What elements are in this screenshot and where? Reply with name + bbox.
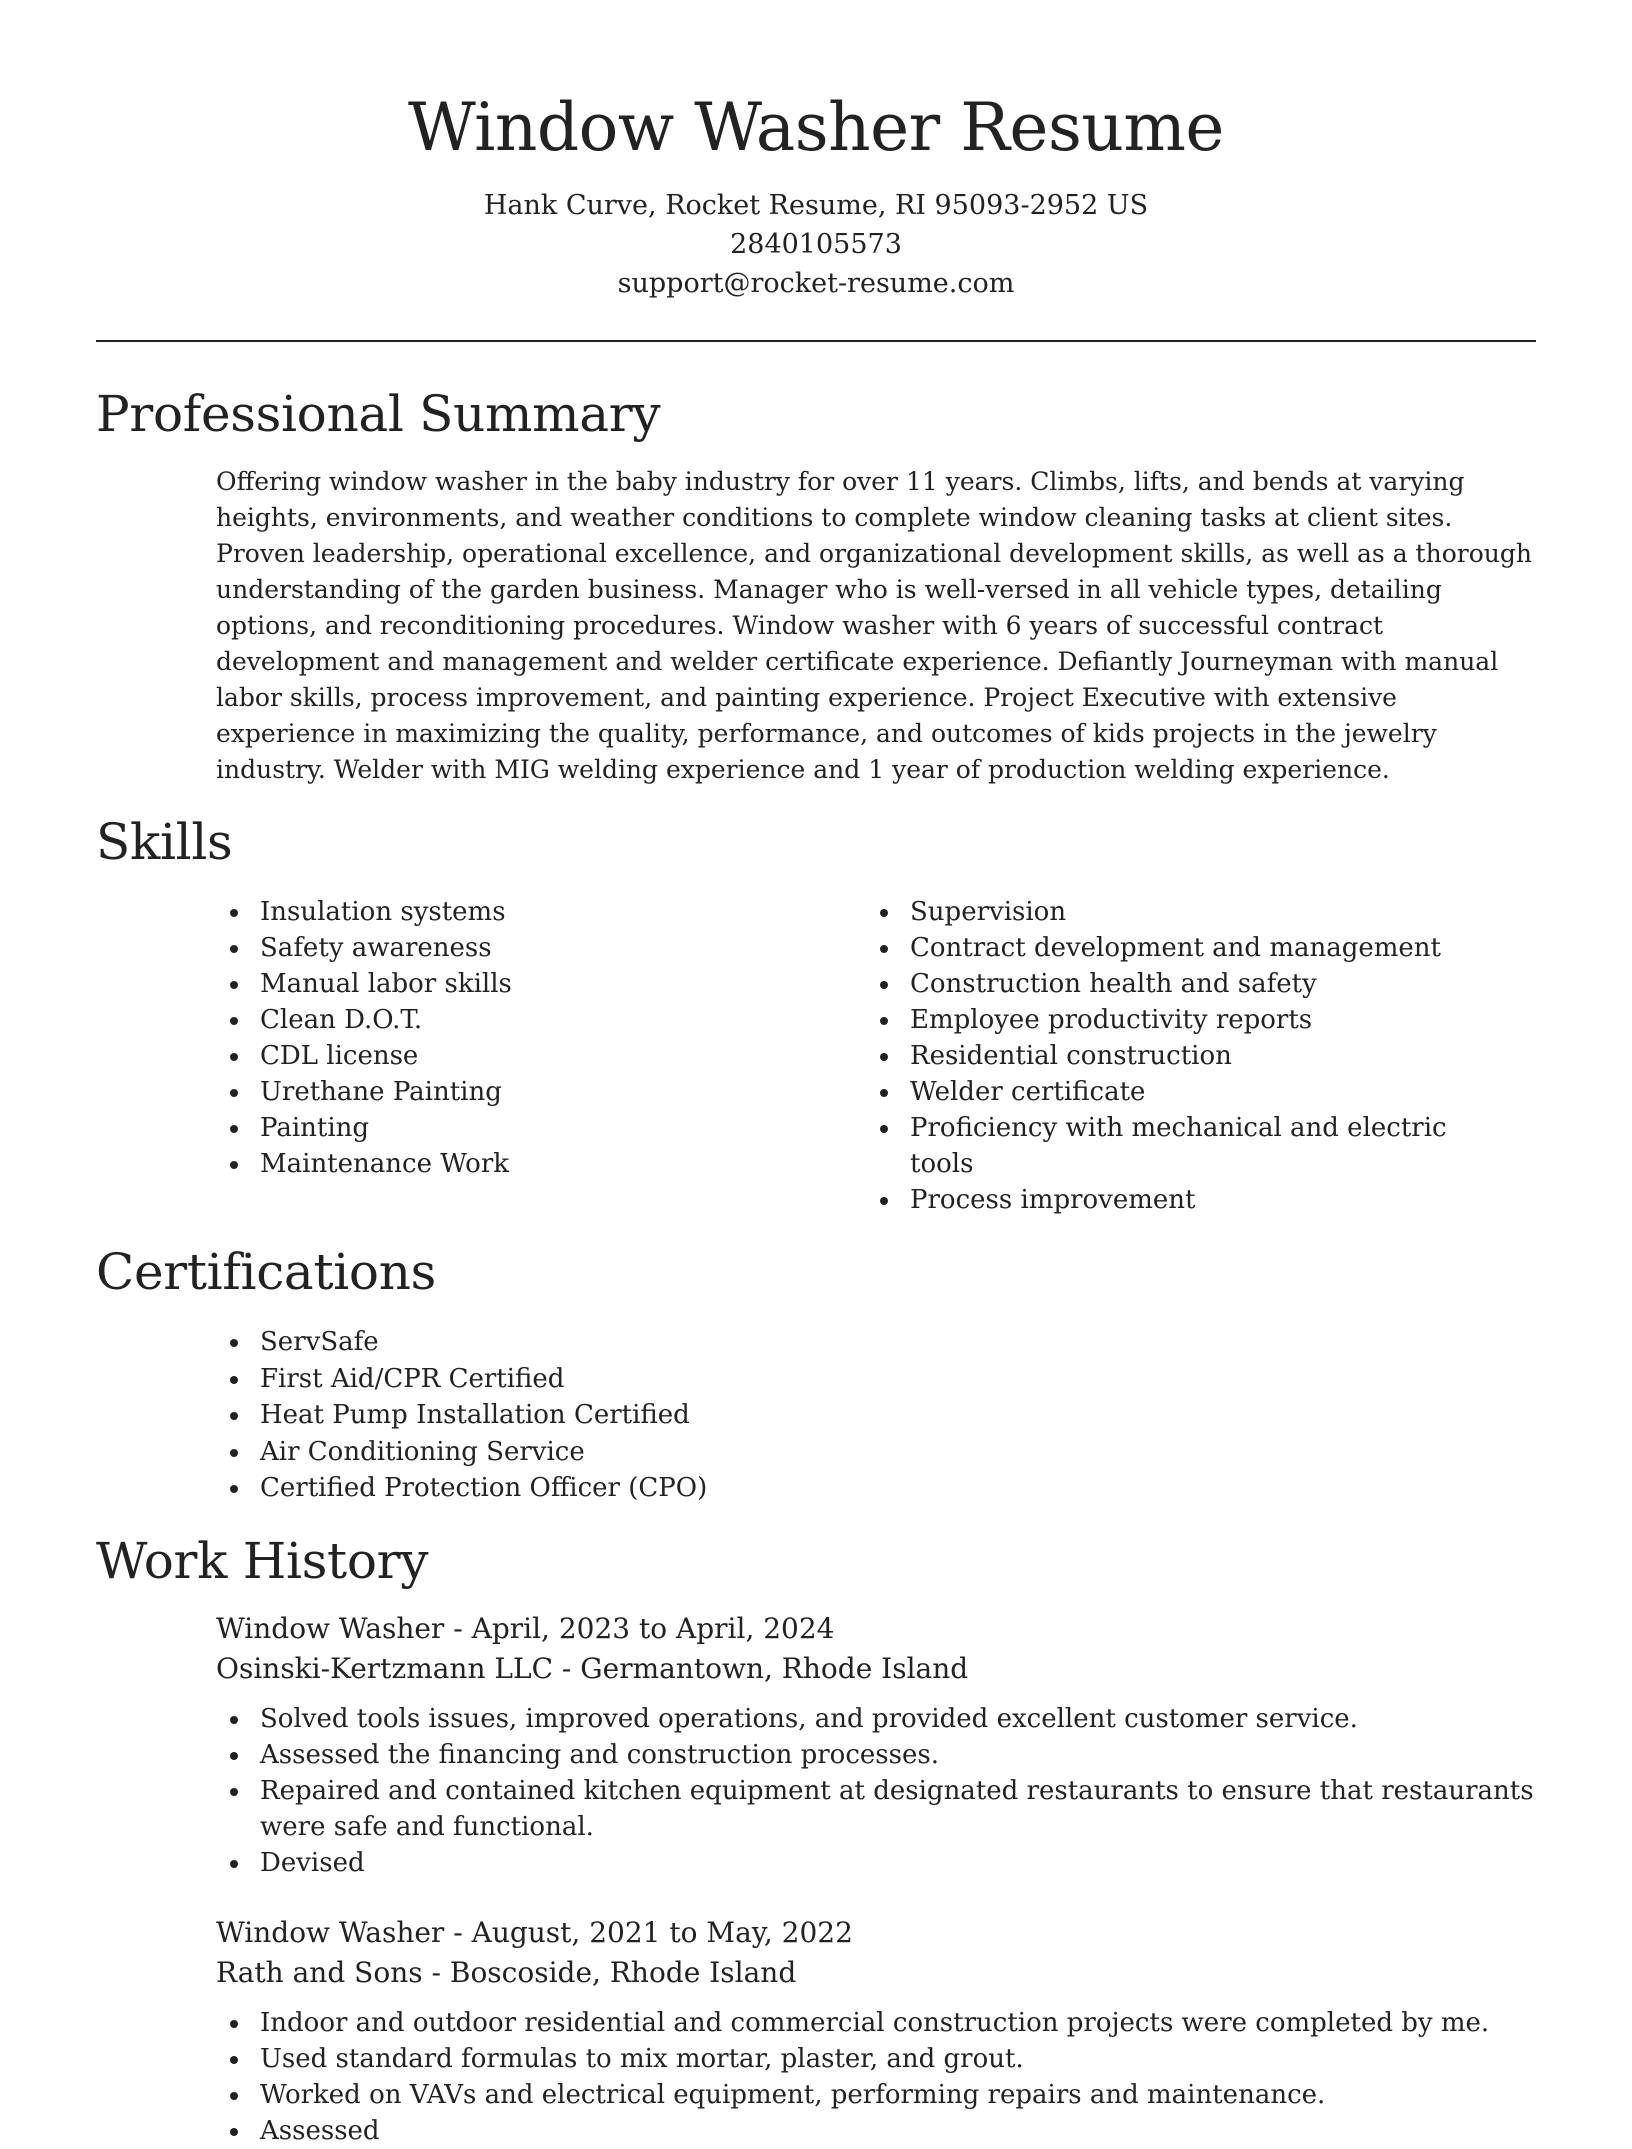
skill-item: Employee productivity reports bbox=[866, 1002, 1516, 1038]
skill-item: Supervision bbox=[866, 894, 1516, 930]
summary-heading: Professional Summary bbox=[96, 385, 661, 443]
certifications-heading: Certifications bbox=[96, 1243, 436, 1301]
job-entry bbox=[216, 1609, 1536, 1881]
job-bullet: Solved tools issues, improved operations, and provided excellent customer service. bbox=[216, 1701, 1536, 1737]
job-company-line: Rath and Sons - Boscoside, Rhode Island bbox=[216, 1955, 797, 1989]
resume-header bbox=[0, 0, 1632, 303]
job-bullet-list bbox=[96, 1701, 1536, 1881]
job-location: Boscoside, Rhode Island bbox=[449, 1955, 797, 1989]
job-company: Osinski-Kertzmann LLC bbox=[216, 1651, 554, 1685]
job-company-line: Osinski-Kertzmann LLC - Germantown, Rhode Island bbox=[216, 1651, 969, 1685]
resume-title: Window Washer Resume bbox=[408, 89, 1224, 166]
header-divider bbox=[96, 340, 1536, 342]
skill-item: Process improvement bbox=[866, 1182, 1516, 1218]
skills-section bbox=[96, 806, 1536, 1218]
job-bullet: Indoor and outdoor residential and commercial construction projects were completed by me. bbox=[216, 2005, 1536, 2041]
job-title-line: Window Washer - August, 2021 to May, 2022 bbox=[216, 1915, 853, 1949]
summary-text: Offering window washer in the baby industry for over 11 years. Climbs, lifts, and bends at varying heights, environments, and weather conditions to complete window cleaning tasks at client sites. Proven leadership, operational excellence, and organizational development skills, as well as a thorough understanding of the garden business. Manager who is well-versed in all vehicle types, detailing options, and reconditioning procedures. Window washer with 6 years of successful contract development and management and welder certificate experience. Defiantly Journeyman with manual labor skills, process improvement, and painting experience. Project Executive with extensive experience in maximizing the quality, performance, and outcomes of kids projects in the jewelry industry. Welder with MIG welding experience and 1 year of production welding experience. bbox=[216, 467, 1532, 784]
job-title: Window Washer bbox=[216, 1915, 445, 1949]
skill-item: Urethane Painting bbox=[216, 1074, 866, 1110]
skills-heading: Skills bbox=[96, 813, 233, 871]
job-company: Rath and Sons bbox=[216, 1955, 423, 1989]
job-entry bbox=[216, 1913, 1536, 2149]
certification-item: Air Conditioning Service bbox=[216, 1434, 1536, 1471]
certification-item: ServSafe bbox=[216, 1324, 1536, 1361]
job-bullet: Devised bbox=[216, 1845, 1536, 1881]
work-history-heading: Work History bbox=[96, 1531, 429, 1590]
skill-item: Safety awareness bbox=[216, 930, 866, 966]
skills-list-right bbox=[866, 894, 1516, 1218]
contact-phone: 2840105573 bbox=[730, 229, 902, 260]
job-title-line: Window Washer - April, 2023 to April, 2024 bbox=[216, 1611, 835, 1645]
skill-item: Contract development and management bbox=[866, 930, 1516, 966]
certification-item: Certified Protection Officer (CPO) bbox=[216, 1470, 1536, 1507]
skill-item: Painting bbox=[216, 1110, 866, 1146]
skill-item: CDL license bbox=[216, 1038, 866, 1074]
skills-list-left bbox=[216, 894, 866, 1218]
skill-item: Clean D.O.T. bbox=[216, 1002, 866, 1038]
job-bullet-list bbox=[96, 2005, 1536, 2149]
contact-address: Hank Curve, Rocket Resume, RI 95093-2952 US bbox=[483, 190, 1149, 221]
skill-item: Construction health and safety bbox=[866, 966, 1516, 1002]
job-location: Germantown, Rhode Island bbox=[580, 1651, 969, 1685]
contact-block bbox=[0, 186, 1632, 303]
resume-body bbox=[96, 378, 1536, 2149]
job-bullet: Worked on VAVs and electrical equipment, performing repairs and maintenance. bbox=[216, 2077, 1536, 2113]
skill-item: Manual labor skills bbox=[216, 966, 866, 1002]
skill-item: Proficiency with mechanical and electric tools bbox=[866, 1110, 1516, 1182]
job-bullet: Repaired and contained kitchen equipment at designated restaurants to ensure that restaurants were safe and functional. bbox=[216, 1773, 1536, 1845]
skill-item: Welder certificate bbox=[866, 1074, 1516, 1110]
skill-item: Maintenance Work bbox=[216, 1146, 866, 1182]
job-bullet: Assessed bbox=[216, 2113, 1536, 2149]
summary-section bbox=[96, 378, 1536, 788]
skill-item: Residential construction bbox=[866, 1038, 1516, 1074]
skill-item: Insulation systems bbox=[216, 894, 866, 930]
job-bullet: Used standard formulas to mix mortar, plaster, and grout. bbox=[216, 2041, 1536, 2077]
job-dates: April, 2023 to April, 2024 bbox=[471, 1611, 835, 1645]
certifications-section bbox=[96, 1236, 1536, 1507]
contact-email: support@rocket-resume.com bbox=[617, 268, 1015, 299]
work-history-section bbox=[96, 1525, 1536, 2149]
certification-item: First Aid/CPR Certified bbox=[216, 1361, 1536, 1398]
job-dates: August, 2021 to May, 2022 bbox=[471, 1915, 853, 1949]
job-title: Window Washer bbox=[216, 1611, 445, 1645]
certification-item: Heat Pump Installation Certified bbox=[216, 1397, 1536, 1434]
job-bullet: Assessed the financing and construction processes. bbox=[216, 1737, 1536, 1773]
certifications-list bbox=[216, 1324, 1536, 1507]
skills-grid bbox=[216, 894, 1536, 1218]
